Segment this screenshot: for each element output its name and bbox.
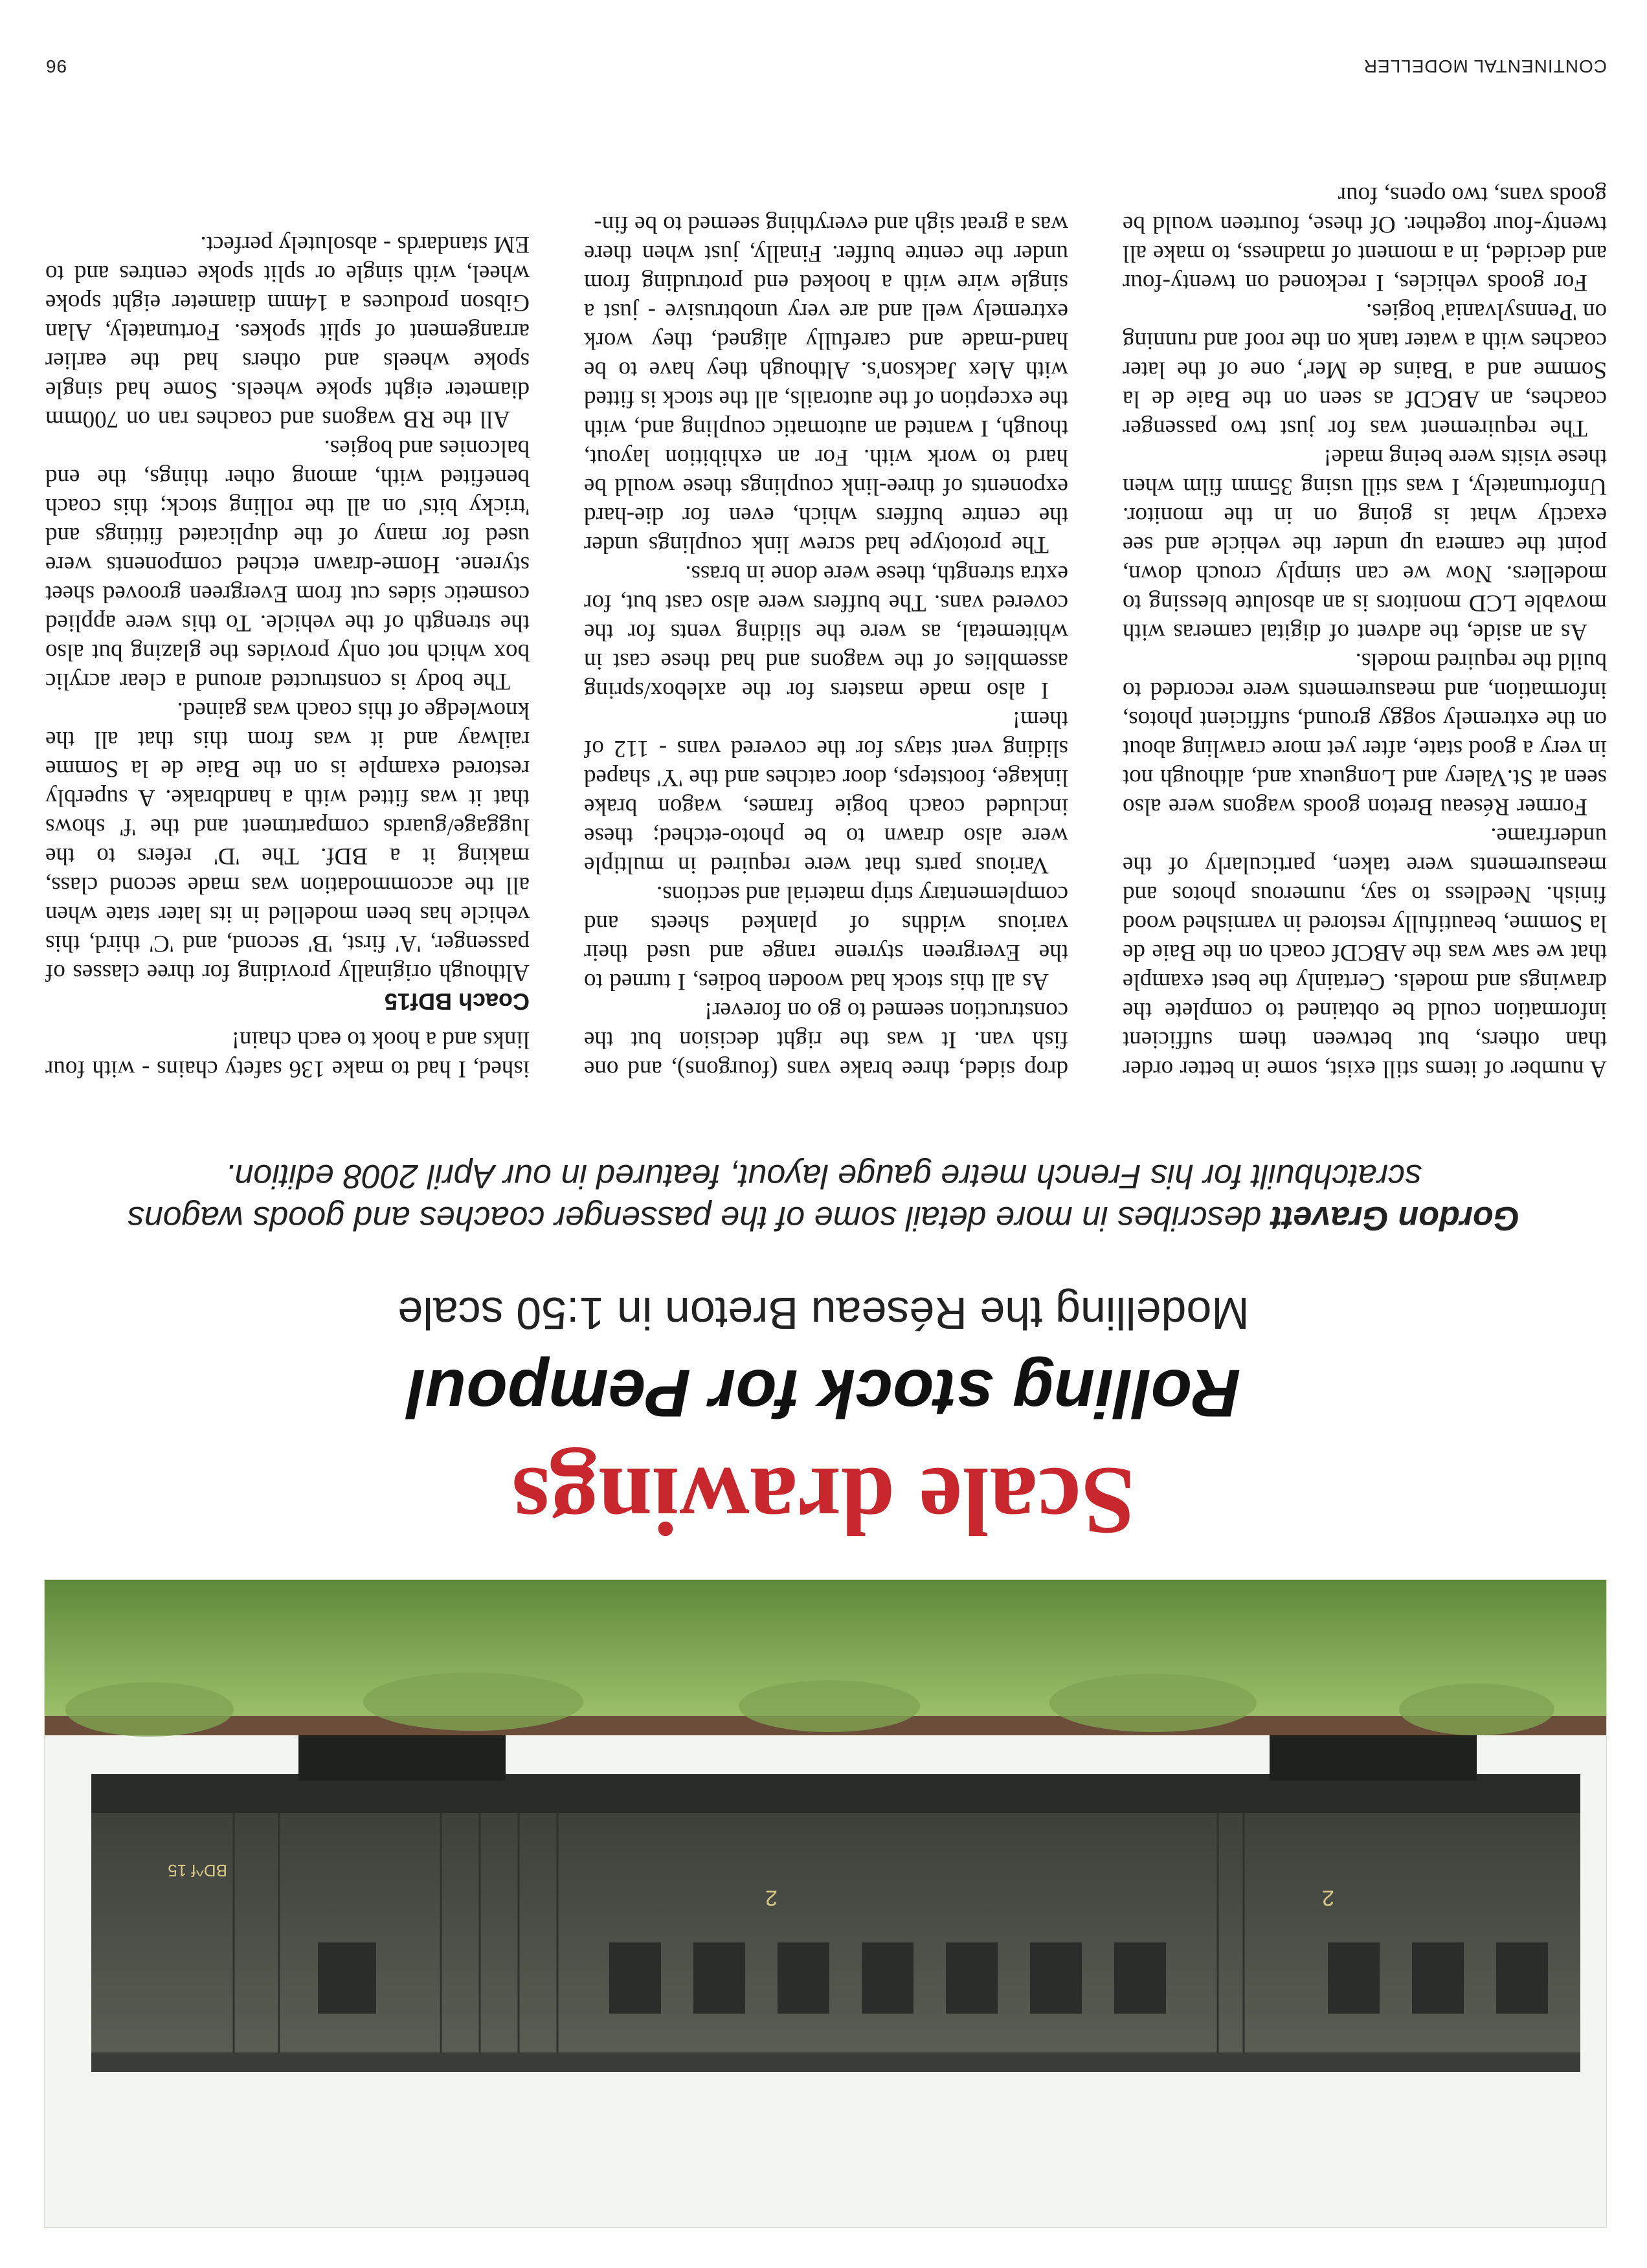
kicker-scale-drawings: Scale drawings: [511, 1447, 1136, 1555]
paragraph: ished, I had to make 136 safety chains - with four links and a hook to each chain!: [45, 1027, 530, 1082]
paragraph: I also made masters for the axlebox/spring assemblies of the wagons and had these cast in whitemetal, as were the sliding vents for the covered vans. The buffers were also cast but, for extra strength, these were done in brass.: [584, 561, 1068, 704]
article-title: Rolling stock for Pempoul: [406, 1355, 1241, 1430]
coach-roof: [91, 2052, 1580, 2072]
column-2: [584, 100, 1068, 1084]
standfirst: [65, 1155, 1582, 1239]
paragraph: Various parts that were required in multiple were also drawn to be photo-etched; these included coach bogie frames, wagon brake linkage, footsteps, door catches and the 'Y' shaped sliding vent stays for the covered vans - 112 of them!: [584, 706, 1068, 878]
paragraph: As an aside, the advent of digital cameras with movable LCD monitors is an absolute blessing to modellers. Now we can simply crouch down, point the camera up under the vehicle and see exactly what is going on in the monitor. Unfortunately, I was still using 35mm film when these visits were being made!: [1123, 444, 1607, 645]
coach-number-2a: 2: [765, 1885, 778, 1910]
coach-photo-illustration: [45, 1580, 1606, 2227]
paragraph: The requirement was for just two passenger coaches, an ABCDf as seen on the Baie de la Somme and a 'Bains de Mer', one of the later coaches with a water tank on the roof and running on 'Pennsylvania' bogies.: [1123, 298, 1607, 441]
coach-number-2b: 2: [1322, 1885, 1334, 1910]
paragraph: For goods vehicles, I reckoned on twenty-four and decided, in a moment of madness, to make all twenty-four together. Of these, fourteen would be goods vans, two opens, four: [1123, 182, 1607, 296]
running-head-magazine: CONTINENTAL MODELLER: [1363, 56, 1607, 76]
paragraph: All the RB wagons and coaches ran on 700mm diameter eight spoke wheels. Some had single spoke wheels and others had the earlier arrangement of split spokes. Fortunately, Alan Gibson produces a 14mm diameter eight spoke wheel, with single or split spoke centres and to EM standards - absolutely perfect.: [45, 231, 530, 432]
column-3: [45, 100, 530, 1084]
coach-body: [91, 1807, 1580, 2059]
standfirst-text: describes in more detail some of the passenger coaches and goods wagons scratchbuilt for his French metre gauge layout, featured in our April 2008 edition.: [127, 1157, 1422, 1237]
section-heading: Coach BDf15: [384, 988, 530, 1015]
paragraph: drop sided, three brake vans (fourgons), and one fish van. It was the right decision but the construction seemed to go on forever!: [584, 997, 1068, 1082]
page-number: 96: [45, 56, 67, 76]
column-1: [1123, 100, 1607, 1084]
paragraph: The body is constructed around a clear acrylic box which not only provides the glazing but also the strength of the vehicle. To this were applied cosmetic sides cut from Evergreen grooved sheet styrene. Home-drawn etched components were used for many of the duplicated fittings and 'tricky bits' on all the rolling stock; this coach benefited with, among other things, the end balconies and bogies.: [45, 435, 530, 695]
paragraph: As all this stock had wooden bodies, I turned to the Evergreen styrene range and used their various widths of planked sheets and complementary strip material and sections.: [584, 881, 1068, 995]
paragraph: The prototype had screw link couplings under the centre buffers which, even for die-hard exponents of three-link couplings these would be hard to work with. For an exhibition layout, though, I wanted an automatic coupling and, with the exception of the autorails, all the stock is fitted with Alex Jackson's. Although they have to be hand-made and carefully aligned, they work extremely well and are very unobtrusive - just a single wire with a hooked end protruding from under the centre buffer. Finally, just when there was a great sigh and everything seemed to be fin-: [584, 211, 1068, 558]
paragraph: Former Réseau Breton goods wagons were also seen at St.Valery and Longueux and, although not in very a good state, after yet more crawling about on the extremely soggy ground, sufficient photos, information, and measurements were recorded to build the required models.: [1123, 648, 1607, 820]
author-name: Gordon Gravett: [1270, 1199, 1520, 1237]
coach-code: BD^f 15: [168, 1861, 227, 1880]
coach-photo: [44, 1579, 1607, 2228]
article-subtitle: Modelling the Réseau Breton in 1:50 scale: [398, 1288, 1249, 1339]
paragraph: Although originally providing for three classes of passenger, 'A' first, 'B' second, and 'C' third, this vehicle has been modelled in its later state when all the accommodation was made second class, making it a BDf. The 'D' refers to the luggage/guards compartment and the 'f' shows that it was fitted with a handbrake. A superbly restored example is on the Baie de la Somme railway and it was from this that all the knowledge of this coach was gained.: [45, 697, 530, 986]
body-columns: [45, 100, 1607, 1084]
paragraph: A number of items still exist, some in better order than others, but between them sufficient information could be obtained to complete the drawings and models. Certainly the best example that we saw was the ABCDf coach on the Baie de la Somme, beautifully restored in varnished wood finish. Needless to say, numerous photos and measurements were taken, particularly of the underframe.: [1123, 823, 1607, 1082]
